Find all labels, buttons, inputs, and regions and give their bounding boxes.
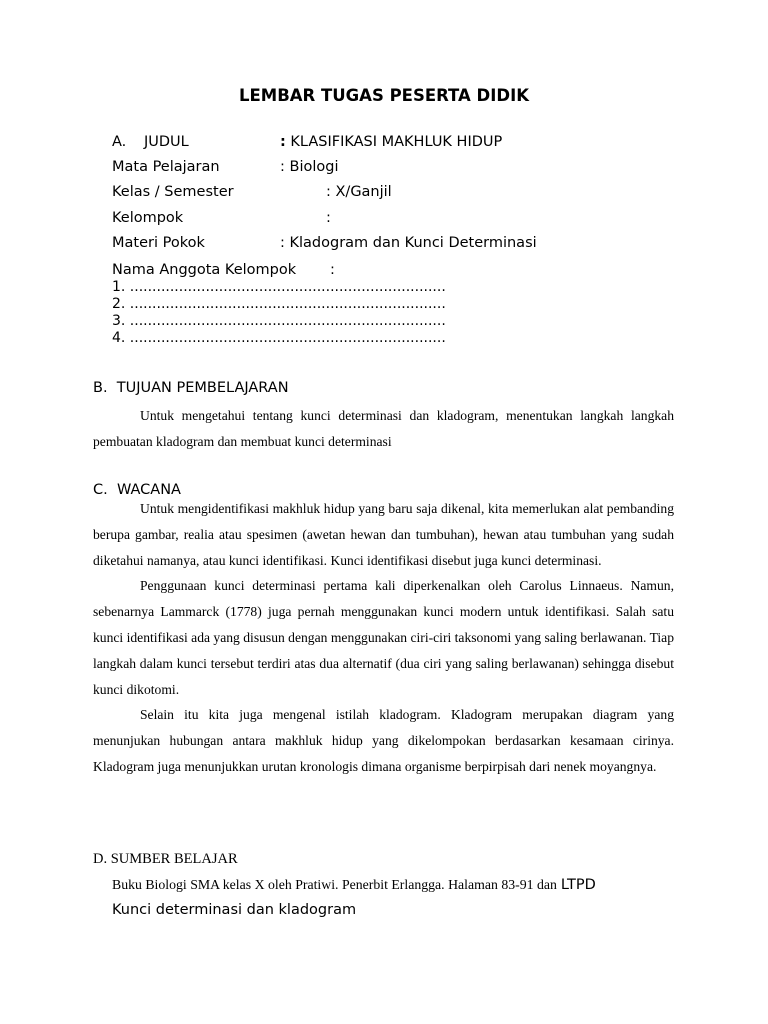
judul-value-row <box>280 134 502 150</box>
member-line: 3. ....................................................................... <box>112 313 446 329</box>
wacana-paragraph-2: Penggunaan kunci determinasi pertama kali diperkenalkan oleh Carolus Linnaeus. Namun, sebenarnya Lammarck (1778) juga pernah menggunakan kunci modern untuk identifikasi. Salah satu kunci identifikasi ada yang disusun dengan menggunakan ciri-ciri taksonomi yang saling berlawanan. Tiap langkah dalam kunci tersebut terdiri atas dua alternatif (dua ciri yang saling berlawanan) sehingga disebut kunci dikotomi. <box>93 578 674 697</box>
wacana-text-block <box>93 496 674 780</box>
tujuan-text: Untuk mengetahui tentang kunci determinasi dan kladogram, menentukan langkah langkah pembuatan kladogram dan membuat kunci determinasi <box>93 408 674 449</box>
judul-value: KLASIFIKASI MAKHLUK HIDUP <box>290 134 503 150</box>
mapel-value: : Biologi <box>280 159 339 175</box>
anggota-colon: : <box>330 262 335 278</box>
materi-label: Materi Pokok <box>112 235 205 251</box>
page-title: LEMBAR TUGAS PESERTA DIDIK <box>238 86 530 105</box>
member-line: 4. ....................................................................... <box>112 330 446 346</box>
kelas-value: : X/Ganjil <box>326 184 392 200</box>
sumber-tail: LTPD <box>560 877 596 893</box>
materi-value: : Kladogram dan Kunci Determinasi <box>280 235 537 251</box>
sumber-line-2: Kunci determinasi dan kladogram <box>112 902 357 918</box>
wacana-paragraph-1: Untuk mengidentifikasi makhluk hidup yang baru saja dikenal, kita memerlukan alat pembanding berupa gambar, realia atau spesimen (awetan hewan dan tumbuhan), hewan atau tumbuhan yang sudah diketahui namanya, atau kunci identifikasi. Kunci identifikasi disebut juga kunci determinasi. <box>93 501 674 568</box>
member-line: 2. ....................................................................... <box>112 296 446 312</box>
kelompok-value: : <box>326 210 331 226</box>
mapel-label: Mata Pelajaran <box>112 159 220 175</box>
wacana-heading: C. WACANA <box>93 482 181 498</box>
judul-colon: : <box>280 134 286 150</box>
sumber-heading: D. SUMBER BELAJAR <box>93 851 238 867</box>
judul-label: JUDUL <box>144 134 189 150</box>
judul-marker: A. <box>112 134 127 150</box>
anggota-label: Nama Anggota Kelompok <box>112 262 297 278</box>
sumber-text: Buku Biologi SMA kelas X oleh Pratiwi. Penerbit Erlangga. Halaman 83-91 dan <box>112 877 557 892</box>
sumber-line-1 <box>112 876 674 894</box>
wacana-paragraph-3: Selain itu kita juga mengenal istilah kladogram. Kladogram merupakan diagram yang menunjukan hubungan antara makhluk hidup yang dikelompokan berdasarkan kesamaan cirinya. Kladogram juga menunjukkan urutan kronologis dimana organisme berpirpisah dari nenek moyangnya. <box>93 707 674 774</box>
tujuan-text-block <box>93 403 674 454</box>
member-line: 1. ....................................................................... <box>112 279 446 295</box>
kelompok-label: Kelompok <box>112 210 184 226</box>
member-list <box>112 279 446 347</box>
tujuan-heading: B. TUJUAN PEMBELAJARAN <box>93 380 289 396</box>
kelas-label: Kelas / Semester <box>112 184 234 200</box>
